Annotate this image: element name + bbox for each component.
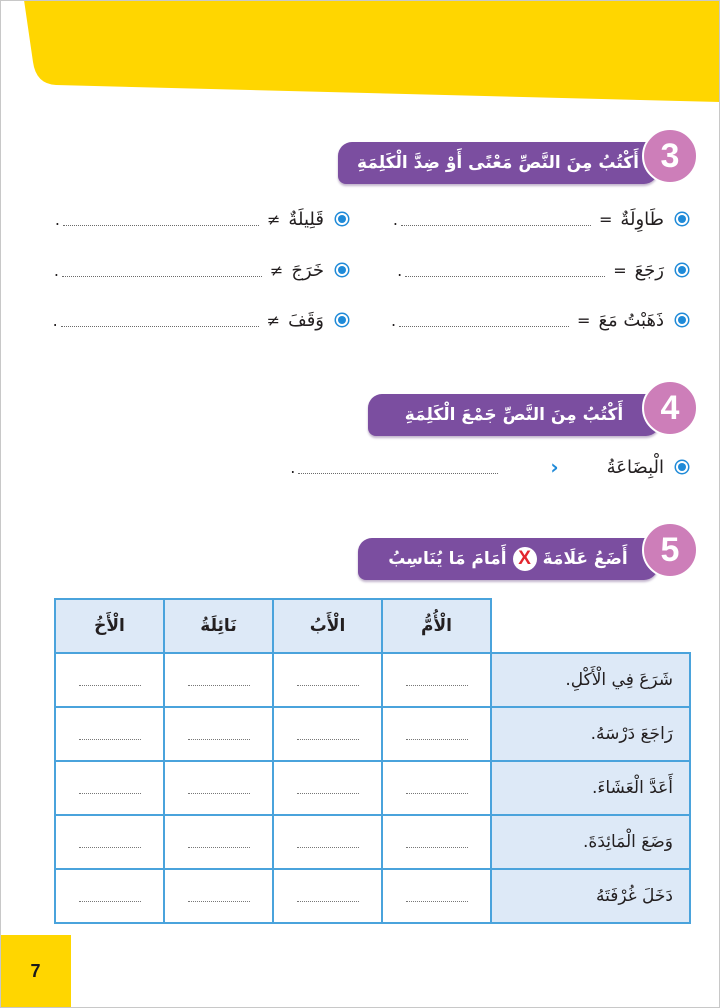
instruction-after: أَمَامَ مَا يُنَاسِبُ	[388, 549, 507, 569]
answer-cell[interactable]	[164, 869, 273, 923]
answer-line[interactable]	[401, 213, 591, 226]
period: .	[290, 457, 296, 477]
action-cell: شَرَعَ فِي الْأَكْلِ.	[491, 653, 690, 707]
table-row	[55, 761, 690, 815]
arrow-left-icon: ‹	[550, 455, 559, 479]
exercise-3-instruction-text: أَكْتُبُ مِنَ النَّصِّ مَعْنًى أَوْ ضِدَّ الْكَلِمَةِ	[357, 153, 639, 173]
answer-line[interactable]	[405, 264, 605, 277]
answer-line[interactable]	[297, 679, 359, 686]
bullet-icon	[338, 266, 346, 274]
answer-line[interactable]	[297, 841, 359, 848]
answer-cell[interactable]	[382, 653, 491, 707]
answer-line[interactable]	[61, 314, 259, 327]
answer-cell[interactable]	[164, 815, 273, 869]
plural-item	[290, 452, 686, 482]
answer-cell[interactable]	[55, 869, 164, 923]
page-number: 7	[0, 935, 71, 1008]
answer-cell[interactable]	[382, 761, 491, 815]
exercise-4-number: 4	[642, 380, 698, 436]
answer-cell[interactable]	[273, 869, 382, 923]
answer-cell[interactable]	[382, 815, 491, 869]
answer-cell[interactable]	[273, 761, 382, 815]
answer-line[interactable]	[79, 841, 141, 848]
answer-cell[interactable]	[382, 869, 491, 923]
answer-line[interactable]	[297, 787, 359, 794]
period: .	[54, 209, 60, 229]
answer-line[interactable]	[188, 679, 250, 686]
source-word: طَاوِلَةٌ	[620, 208, 664, 230]
exercise-5-header	[358, 520, 698, 590]
x-mark-icon: X	[513, 547, 537, 571]
header-blank	[491, 599, 690, 653]
period: .	[390, 310, 397, 330]
source-word: الْبِضَاعَةُ	[606, 456, 664, 478]
answer-line[interactable]	[406, 679, 468, 686]
answer-line[interactable]	[298, 461, 498, 474]
source-word: وَقَفَ	[288, 309, 324, 331]
answer-cell[interactable]	[164, 707, 273, 761]
answer-cell[interactable]	[55, 761, 164, 815]
synonym-item	[397, 255, 686, 285]
answer-cell[interactable]	[55, 653, 164, 707]
answer-line[interactable]	[79, 679, 141, 686]
answer-line[interactable]	[63, 213, 259, 226]
period: .	[52, 310, 58, 330]
answer-line[interactable]	[297, 733, 359, 740]
answer-line[interactable]	[79, 895, 141, 902]
answer-line[interactable]	[406, 895, 468, 902]
bullet-icon	[338, 215, 346, 223]
synonym-item	[393, 204, 686, 234]
answer-line[interactable]	[188, 787, 250, 794]
period: .	[392, 209, 398, 229]
answer-cell[interactable]	[273, 653, 382, 707]
exercise-5-number: 5	[642, 522, 698, 578]
table-row	[55, 869, 690, 923]
action-cell: وَضَعَ الْمَائِدَةَ.	[491, 815, 690, 869]
answer-cell[interactable]	[55, 707, 164, 761]
antonym-item	[53, 305, 346, 335]
period: .	[397, 260, 403, 280]
table-row	[55, 653, 690, 707]
answer-line[interactable]	[188, 895, 250, 902]
exercise-3-instruction	[338, 142, 658, 184]
exercise-4-header	[368, 388, 698, 458]
equals-sign: =	[613, 260, 627, 280]
column-header: الْأَبُ	[273, 599, 382, 653]
top-banner	[0, 0, 720, 110]
not-equal-sign: ≠	[266, 310, 281, 330]
answer-cell[interactable]	[382, 707, 491, 761]
answer-line[interactable]	[399, 314, 569, 327]
answer-line[interactable]	[79, 787, 141, 794]
equals-sign: =	[598, 209, 613, 229]
antonym-item	[54, 255, 346, 285]
column-header: الْأَخُ	[55, 599, 164, 653]
not-equal-sign: ≠	[266, 209, 281, 229]
answer-cell[interactable]	[164, 653, 273, 707]
table-row	[55, 815, 690, 869]
column-header: الْأُمُّ	[382, 599, 491, 653]
source-word: ذَهَبْتُ مَعَ	[598, 309, 664, 331]
table-header-row	[55, 599, 690, 653]
exercise-4-instruction	[368, 394, 660, 436]
bullet-icon	[678, 463, 686, 471]
answer-cell[interactable]	[273, 707, 382, 761]
instruction-before: أَضَعُ عَلَامَةَ	[542, 549, 628, 569]
answer-line[interactable]	[188, 733, 250, 740]
answer-line[interactable]	[297, 895, 359, 902]
antonym-item	[55, 204, 346, 234]
bullet-icon	[678, 215, 686, 223]
bullet-icon	[338, 316, 346, 324]
bullet-icon	[678, 266, 686, 274]
source-word: قَلِيلَةٌ	[288, 208, 324, 230]
answer-line[interactable]	[79, 733, 141, 740]
source-word: خَرَجَ	[291, 259, 324, 281]
synonym-item	[391, 305, 686, 335]
exercise-3-number: 3	[642, 128, 698, 184]
table-row	[55, 707, 690, 761]
answer-line[interactable]	[188, 841, 250, 848]
answer-cell[interactable]	[164, 761, 273, 815]
answer-cell[interactable]	[273, 815, 382, 869]
action-cell: أَعَدَّ الْعَشَاءَ.	[491, 761, 690, 815]
not-equal-sign: ≠	[269, 260, 284, 280]
answer-line[interactable]	[62, 264, 262, 277]
answer-line[interactable]	[406, 733, 468, 740]
column-header: نَائِلَةُ	[164, 599, 273, 653]
answer-cell[interactable]	[55, 815, 164, 869]
period: .	[53, 260, 59, 280]
action-cell: رَاجَعَ دَرْسَهُ.	[491, 707, 690, 761]
mark-table	[54, 598, 691, 924]
exercise-4-instruction-text: أَكْتُبُ مِنَ النَّصِّ جَمْعَ الْكَلِمَةِ	[404, 405, 624, 425]
answer-line[interactable]	[406, 787, 468, 794]
answer-line[interactable]	[406, 841, 468, 848]
action-cell: دَخَلَ غُرْفَتَهُ	[491, 869, 690, 923]
exercise-3-header	[338, 128, 698, 198]
exercise-5-instruction	[358, 538, 658, 580]
source-word: رَجَعَ	[634, 259, 664, 281]
bullet-icon	[678, 316, 686, 324]
equals-sign: =	[577, 310, 591, 330]
